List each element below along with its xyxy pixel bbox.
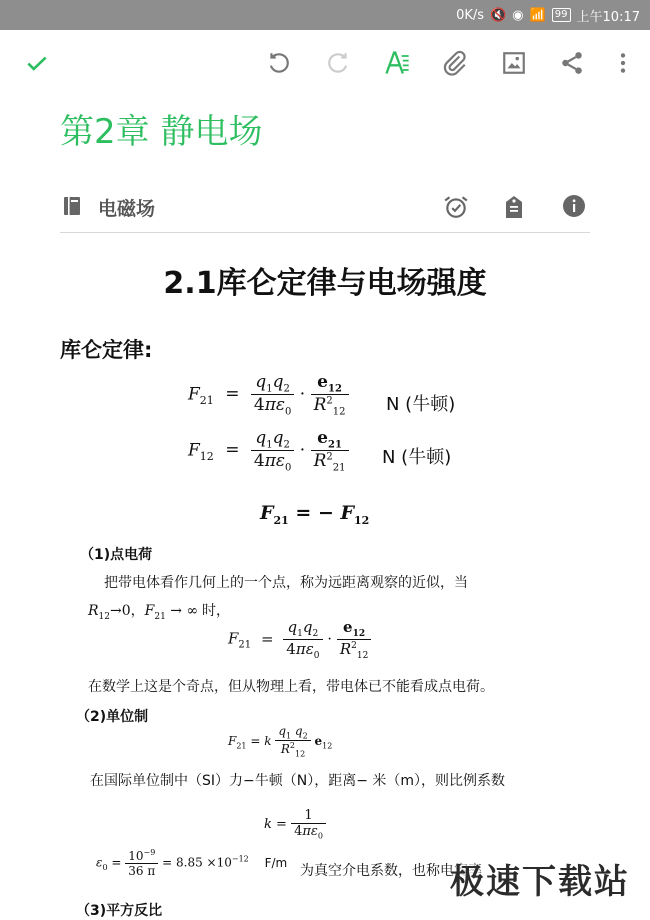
- network-speed: 0K/s: [456, 7, 485, 23]
- formula-f21-k: $F_{21} = k$ $\frac{q_1 q_2}{R^2_{12}}$ $e_{12}$: [228, 724, 333, 759]
- epsilon-value: = 8.85 ×10: [162, 855, 232, 870]
- mute-icon: 🔇: [490, 7, 507, 23]
- section-heading: 2.1库仑定律与电场强度: [163, 266, 487, 301]
- text-format-icon[interactable]: [382, 48, 412, 78]
- share-icon[interactable]: [557, 48, 587, 78]
- redo-icon[interactable]: [323, 48, 353, 78]
- formula-unit-1: N (牛顿): [386, 394, 456, 415]
- notebook-name[interactable]: 电磁场: [98, 198, 156, 220]
- wifi-icon: 📶: [529, 7, 546, 23]
- formula-k: k = $\frac{1}{4\pi\varepsilon_0}$: [264, 808, 326, 841]
- formula-f12: $F_{12}$ = $\frac{q_1q_2}{4\pi\varepsilon_0}$ · $\frac{e_{21}}{R^2_{21}}$: [188, 428, 349, 474]
- section-inverse-square: （3)平方反比: [76, 903, 163, 919]
- formula-unit-2: N (牛顿): [382, 447, 452, 468]
- status-time: 上午10:17: [576, 9, 640, 25]
- info-icon[interactable]: [562, 194, 588, 220]
- paragraph-permittivity: 为真空介电系数，也称电容率: [300, 863, 482, 879]
- paragraph-point-charge: 把带电体看作几何上的一个点，称为远距离观察的近似，当: [104, 575, 468, 591]
- formula-f21: $F_{21}$ = $\frac{q_1q_2}{4\pi\varepsilon_0}$ · $\frac{e_{12}}{R^2_{12}}$: [188, 372, 349, 418]
- undo-icon[interactable]: [264, 48, 294, 78]
- attachment-icon[interactable]: [440, 48, 470, 78]
- watermark-logo: 极速下载站: [450, 862, 630, 902]
- formula-f21-equals-neg-f12: $F_{21}$ = − $F_{12}$: [260, 502, 370, 527]
- image-icon[interactable]: [499, 48, 529, 78]
- paragraph-si-units: 在国际单位制中（SI）力−牛顿（N），距离− 米（m），则比例系数: [90, 773, 506, 789]
- notebook-icon[interactable]: [60, 194, 86, 220]
- section-unit-system: （2)单位制: [76, 709, 149, 725]
- reminder-alarm-icon[interactable]: [443, 194, 469, 220]
- subheading: 库仑定律:: [60, 338, 153, 362]
- epsilon-exponent: −12: [231, 854, 249, 864]
- eye-icon: ◉: [512, 7, 524, 23]
- done-check-icon[interactable]: [22, 48, 52, 78]
- more-options-icon[interactable]: [608, 48, 638, 78]
- epsilon-unit: F/m: [264, 855, 288, 870]
- formula-epsilon0: $\varepsilon_0$ = $\frac{10^{-9}}{36 \pi}$ = $8.85 \times 10^{-12}$ F/m: [96, 848, 288, 878]
- editor-toolbar: [0, 30, 650, 96]
- paragraph-point-charge-suffix: 时，: [202, 603, 230, 619]
- note-title[interactable]: 第2章 静电场: [60, 112, 263, 152]
- formula-f21-small: $F_{21}$ = $\frac{q_1q_2}{4\pi\varepsilon_0}$ · $\frac{e_{12}}{R^2_{12}}$: [228, 618, 371, 661]
- notebook-row: [60, 186, 590, 233]
- battery-indicator: 99: [552, 8, 571, 22]
- paragraph-singularity: 在数学上这是个奇点，但从物理上看，带电体已不能看成点电荷。: [88, 679, 494, 695]
- formula-limit: $R_{12}\to 0$，$F_{21}$ → ∞: [88, 603, 199, 622]
- tag-icon[interactable]: [502, 194, 528, 220]
- section-point-charge: （1)点电荷: [80, 547, 153, 563]
- status-bar: [0, 0, 650, 30]
